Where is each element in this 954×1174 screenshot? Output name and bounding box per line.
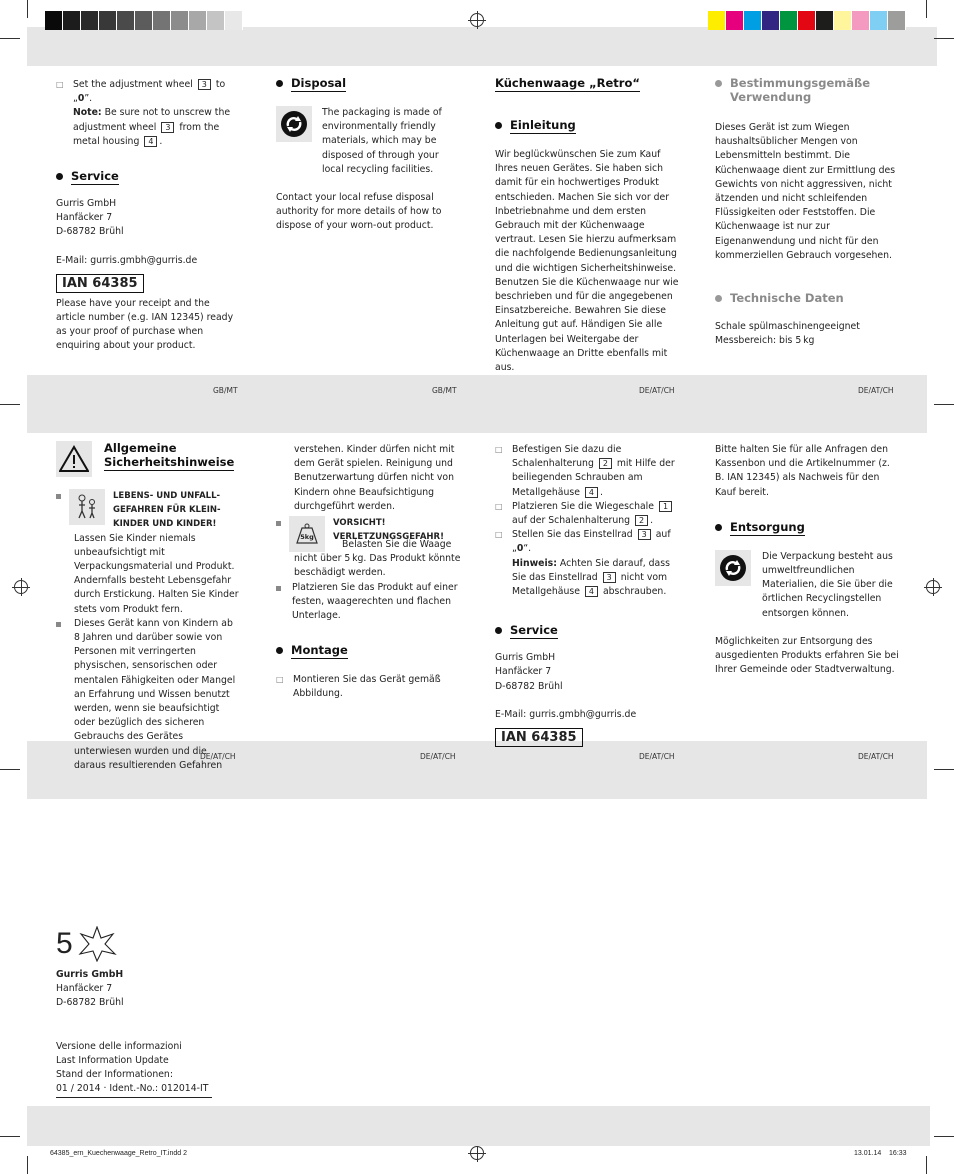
language-code: DE/AT/CH <box>200 752 236 761</box>
color-swatch <box>834 11 852 30</box>
color-swatch <box>762 11 780 30</box>
step-text: Befestigen Sie dazu die Schalenhalterung 2 mit Hilfe der beiliegenden Schrauben am Metallgehäuse 4 . <box>512 444 675 498</box>
language-code: DE/AT/CH <box>420 752 456 761</box>
checkbox-icon: □ <box>495 501 503 511</box>
divider <box>56 1097 212 1098</box>
language-code: GB/MT <box>432 386 457 395</box>
warning-icon <box>56 441 92 477</box>
color-swatch <box>798 11 816 30</box>
crop-mark <box>934 769 954 770</box>
address: Gurris GmbH Hanfäcker 7 D-68782 Brühl <box>56 198 124 238</box>
weight-label: 5kg <box>300 532 314 541</box>
top-band <box>27 27 937 66</box>
color-swatch <box>744 11 762 30</box>
imprint-city: D-68782 Brühl <box>56 997 124 1009</box>
safety-heading: Allgemeine Sicherheitshinweise <box>104 441 235 469</box>
process-color-bar <box>708 11 906 30</box>
email: E-Mail: gurris.gmbh@gurris.de <box>56 254 198 266</box>
ian-box: IAN 64385 <box>495 728 583 747</box>
registration-mark-icon <box>926 580 940 594</box>
panel-de-8 <box>715 443 901 677</box>
weight-icon <box>289 516 325 552</box>
color-swatch <box>726 11 744 30</box>
product-title: Küchenwaage „Retro“ <box>495 76 640 90</box>
intended-use-text: Dieses Gerät ist zum Wiegen haushaltsüblicher Mengen von Lebensmitteln bestimmt. Die Küchenwaage dient zur Ermittlung des Gewichts von nicht aggressiven, nicht ätzenden und nicht schleifenden Flüssigkeiten oder Feststoffen. Die Küchenwaage ist nur zur Eigenanwendung und nicht für den kommerziellen Gebrauch vorgesehen. <box>715 122 896 261</box>
crop-mark <box>0 1136 20 1137</box>
caution-title: VORSICHT! VERLETZUNGSGEFAHR! <box>333 518 444 543</box>
caution-text: Belasten Sie die Waage nicht über 5 kg. Das Produkt könnte beschädigt werden. <box>294 539 461 579</box>
registration-mark-icon <box>470 1146 484 1160</box>
color-swatch <box>708 11 726 30</box>
panel-de-3 <box>495 76 680 375</box>
color-swatch <box>63 11 81 30</box>
crop-mark <box>0 38 20 39</box>
bullet-square <box>276 586 281 591</box>
color-swatch <box>117 11 135 30</box>
grey-color-bar <box>45 11 243 30</box>
crop-mark <box>934 38 954 39</box>
language-code: DE/AT/CH <box>858 752 894 761</box>
color-swatch <box>153 11 171 30</box>
warning-title: LEBENS- UND UNFALL-GEFAHREN FÜR KLEIN-KINDER UND KINDER! <box>113 491 221 530</box>
panel-gb-2 <box>276 76 461 234</box>
safety-text: Dieses Gerät kann von Kindern ab 8 Jahren und darüber sowie von Personen mit verringerten physischen, sensorischen oder mentalen Fähigkeiten oder Mangel an Erfahrung und Wissen benutzt werden, wenn sie beaufsichtigt oder bezüglich des sicheren Gebrauchs des Gerätes unterwiesen wurden und die daraus resultierenden Gefahren <box>74 617 236 771</box>
intended-use-heading: Bestimmungsgemäße Verwendung <box>715 76 901 105</box>
crop-mark <box>934 1136 954 1137</box>
color-swatch <box>81 11 99 30</box>
color-swatch <box>816 11 834 30</box>
receipt-text: Please have your receipt and the article number (e.g. IAN 12345) ready as your proof of purchase when enquiring about your product. <box>56 297 234 352</box>
receipt-text: Bitte halten Sie für alle Anfragen den Kassenbon und die Artikelnummer (z. B. IAN 12345) als Nachweis für den Kauf bereit. <box>715 444 890 498</box>
intro-heading: Einleitung <box>495 118 680 134</box>
recycle-icon <box>276 106 312 142</box>
step-item <box>495 528 681 599</box>
checkbox-icon: □ <box>276 675 284 685</box>
version-en: Last Information Update <box>56 1054 169 1066</box>
bullet-square <box>276 521 281 526</box>
panel-de-5 <box>56 441 241 773</box>
tech-data-text: Schale spülmaschinengeeignet Messbereich: bis 5 kg <box>715 321 860 347</box>
disposal-heading: Disposal <box>276 76 461 92</box>
color-swatch <box>870 11 888 30</box>
imprint-company: Gurris GmbH <box>56 969 124 980</box>
color-swatch <box>852 11 870 30</box>
tech-data-heading: Technische Daten <box>715 291 901 306</box>
assembly-text: Montieren Sie das Gerät gemäß Abbildung. <box>293 674 441 700</box>
panel-de-4 <box>715 76 901 348</box>
panel-gb-1 <box>56 78 238 354</box>
imprint <box>56 926 276 1098</box>
registration-mark-icon <box>14 580 28 594</box>
continued-text: verstehen. Kinder dürfen nicht mit dem Gerät spielen. Reinigung und Benutzerwartung dürfen nicht von Kindern ohne Beaufsichtigung durchgeführt werden. <box>294 444 455 512</box>
color-swatch <box>225 11 243 30</box>
address: Gurris GmbH Hanfäcker 7 D-68782 Brühl <box>495 652 563 692</box>
service-heading: Service <box>495 623 681 639</box>
contact-text: Contact your local refuse disposal authority for more details of how to dispose of your worn-out product. <box>276 192 442 232</box>
version-id: 01 / 2014 · Ident.-No.: 012014-IT <box>56 1083 209 1095</box>
checkbox-icon: □ <box>495 445 503 454</box>
version-it: Versione delle informazioni <box>56 1040 182 1052</box>
child-warning-icon <box>69 489 105 525</box>
checkbox-icon: □ <box>56 80 64 89</box>
step-text: Stellen Sie das Einstellrad 3 auf „0“. Hinweis: Achten Sie darauf, dass Sie das Einstellrad 3 nicht vom Metallgehäuse 4 abschrauben. <box>512 529 671 598</box>
registration-mark-icon <box>470 13 484 27</box>
assembly-item <box>276 673 462 701</box>
crop-mark <box>0 404 20 405</box>
slug-date: 13.01.14 16:33 <box>854 1150 907 1157</box>
panel-de-6 <box>276 443 462 702</box>
checkbox-icon: □ <box>495 530 503 540</box>
safety-item <box>276 581 462 624</box>
language-code: DE/AT/CH <box>858 386 894 395</box>
surface-text: Platzieren Sie das Produkt auf einer festen, waagerechten und flachen Unterlage. <box>292 581 458 622</box>
step-text: Platzieren Sie die Wiegeschale 1 auf der Schalenhalterung 2 . <box>512 500 681 528</box>
crop-mark <box>27 1156 28 1174</box>
crop-mark <box>926 0 927 18</box>
crop-mark <box>0 769 20 770</box>
color-swatch <box>171 11 189 30</box>
color-swatch <box>135 11 153 30</box>
bullet-square <box>56 494 61 499</box>
disposal-heading: Entsorgung <box>715 520 901 536</box>
crop-mark <box>27 0 28 18</box>
imprint-street: Hanfäcker 7 <box>56 983 113 995</box>
assembly-heading: Montage <box>276 643 462 659</box>
bottom-band <box>27 1106 930 1146</box>
color-swatch <box>207 11 225 30</box>
language-code: GB/MT <box>213 386 238 395</box>
product-disposal-text: Möglichkeiten zur Entsorgung des ausgedienten Produkts erfahren Sie bei Ihrer Gemeinde oder Stadtverwaltung. <box>715 635 899 676</box>
step-text: Set the adjustment wheel 3 to „0”. Note: Be sure not to unscrew the adjustment wheel 3 from the metal housing 4 . <box>73 79 231 147</box>
footer-band-1 <box>27 375 927 433</box>
language-code: DE/AT/CH <box>639 752 675 761</box>
language-code: DE/AT/CH <box>639 386 675 395</box>
color-swatch <box>888 11 906 30</box>
email: E-Mail: gurris.gmbh@gurris.de <box>495 708 637 720</box>
intro-text: Wir beglückwünschen Sie zum Kauf Ihres neuen Gerätes. Sie haben sich damit für ein hochwertiges Produkt entschieden. Machen Sie sich vor der Inbetriebnahme und dem ersten Gebrauch mit der Küchenwaage vertraut. Lesen Sie hierzu aufmerksam die nachfolgende Bedienungsanleitung und die wichtigen Sicherheitshinweise. Benutzen Sie die Küchenwaage nur wie beschrieben und für die angegebenen Einsatzbereiche. Bewahren Sie diese Anleitung gut auf. Händigen Sie alle Unterlagen bei Weitergabe der Küchenwaage an Dritte ebenfalls mit aus. <box>495 149 679 374</box>
recycle-icon <box>715 550 751 586</box>
color-swatch <box>45 11 63 30</box>
crop-mark <box>926 1156 927 1174</box>
color-swatch <box>780 11 798 30</box>
packaging-text: Die Verpackung besteht aus umweltfreundlichen Materialien, die Sie über die örtlichen Recyclingstellen entsorgen können. <box>762 550 893 619</box>
crop-mark <box>934 404 954 405</box>
color-swatch <box>189 11 207 30</box>
step-item <box>495 500 681 528</box>
service-heading: Service <box>56 169 238 185</box>
bullet-square <box>56 622 61 627</box>
panel-de-7 <box>495 443 681 747</box>
step-item <box>56 78 238 149</box>
slug-file: 64385_ern_Kuechenwaage_Retro_IT.indd 2 <box>50 1150 187 1157</box>
color-swatch <box>99 11 117 30</box>
warning-text: Lassen Sie Kinder niemals unbeaufsichtigt mit Verpackungsmaterial und Produkt. Andernfalls besteht Lebensgefahr durch Erstickung. Halten Sie Kinder stets vom Produkt fern. <box>74 532 239 615</box>
version-de: Stand der Informationen: <box>56 1069 173 1081</box>
step-item <box>495 443 681 500</box>
ian-box: IAN 64385 <box>56 274 144 293</box>
star-logo-icon <box>77 926 117 962</box>
packaging-text: The packaging is made of environmentally friendly materials, which may be disposed of through your local recycling facilities. <box>322 107 442 175</box>
brand-number: 5 <box>56 927 73 960</box>
